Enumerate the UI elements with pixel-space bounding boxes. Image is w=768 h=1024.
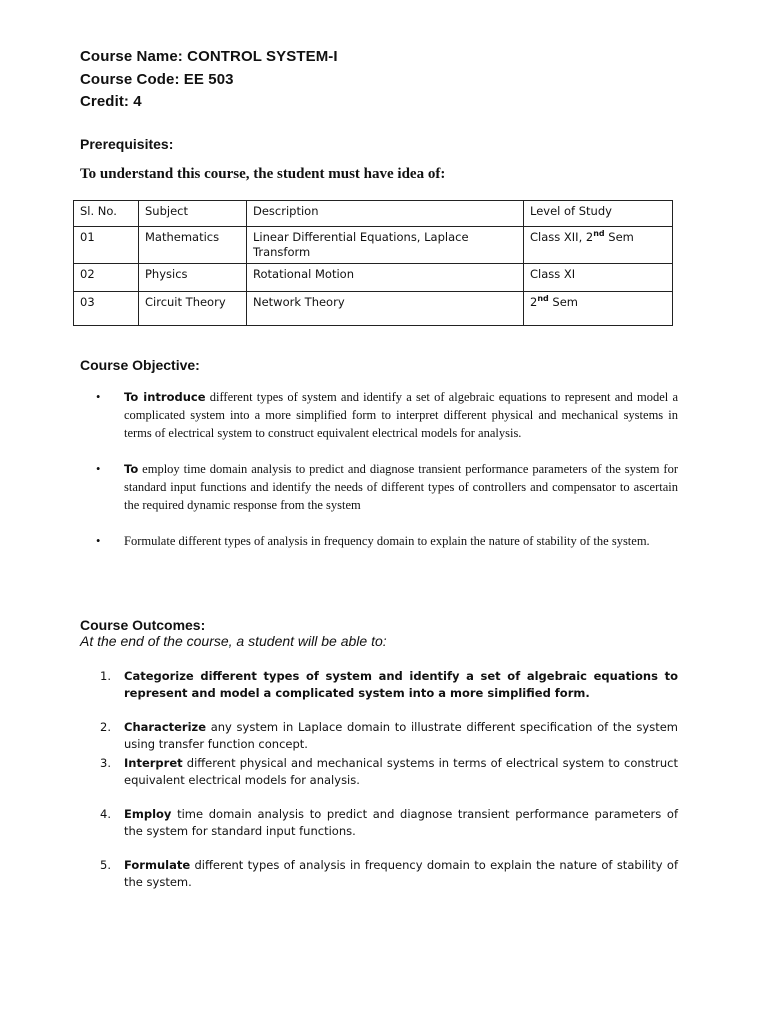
objective-text: employ time domain analysis to predict and diagnose transient performance parameters of the system for standard input functions and identify the needs of different types of controllers and compensator to ascertain the required dynamic response from the system [124,462,678,512]
level-superscript: nd [537,294,549,304]
list-item [100,719,678,753]
column-header: Description [247,201,524,227]
item-number: 5. [100,858,111,872]
cell-sl-no: 03 [74,292,139,326]
bullet-icon: • [96,390,101,404]
bullet-icon: • [96,534,101,548]
table-row [74,292,673,326]
list-item [100,857,678,891]
course-code: Course Code: EE 503 [80,71,234,88]
level-text: Class XII, 2 [530,230,594,244]
column-header: Subject [139,201,247,227]
cell-description: Network Theory [247,292,524,326]
outcome-lead: Formulate [124,858,191,872]
objective-lead: To [124,462,139,476]
cell-description: Linear Differential Equations, Laplace Transform [247,227,524,264]
objective-list [96,388,678,568]
outcome-text: different physical and mechanical systems in terms of electrical system to construct equivalent electrical models for analysis. [124,756,678,787]
list-item [96,460,678,514]
level-suffix: Sem [604,230,634,244]
cell-description: Rotational Motion [247,264,524,292]
course-name: Course Name: CONTROL SYSTEM-I [80,48,338,65]
outcome-lead: Characterize [124,720,207,734]
prerequisites-intro: To understand this course, the student must have idea of: [80,166,446,182]
list-item [100,755,678,789]
outcome-text: different types of analysis in frequency domain to explain the nature of stability of the system. [124,858,678,889]
outcomes-title: Course Outcomes: [80,617,206,633]
outcome-text: any system in Laplace domain to illustrate different specification of the system using transfer function concept. [124,720,678,751]
item-number: 4. [100,807,111,821]
column-header: Sl. No. [74,201,139,227]
objective-text: different types of system and identify a set of algebraic equations to represent and model a complicated system into a more simplified form to interpret different physical and mechanical systems in terms of electrical system to construct equivalent electrical models for analysis. [124,390,678,440]
objective-title: Course Objective: [80,357,200,373]
level-superscript: nd [593,229,605,239]
prerequisites-title: Prerequisites: [80,136,174,152]
level-text: Class XI [530,267,576,281]
item-number: 1. [100,669,111,683]
cell-sl-no: 01 [74,227,139,264]
prerequisites-table [73,200,673,326]
table-row [74,264,673,292]
outcome-lead: Employ [124,807,172,821]
column-header: Level of Study [524,201,673,227]
bullet-icon: • [96,462,101,476]
cell-level [524,292,673,326]
level-text: 2 [530,295,538,309]
objective-lead: To introduce [124,390,206,404]
table-row [74,227,673,264]
list-item [100,668,678,702]
cell-subject: Circuit Theory [139,292,247,326]
objective-text: Formulate different types of analysis in frequency domain to explain the nature of stability of the system. [124,534,650,548]
course-credit: Credit: 4 [80,93,142,110]
item-number: 3. [100,756,111,770]
level-suffix: Sem [548,295,578,309]
cell-level [524,227,673,264]
outcomes-subtitle: At the end of the course, a student will be able to: [80,633,387,649]
outcome-text: time domain analysis to predict and diagnose transient performance parameters of the system for standard input functions. [124,807,678,838]
table-header-row [74,201,673,227]
outcome-lead: Interpret [124,756,183,770]
list-item [100,806,678,840]
cell-sl-no: 02 [74,264,139,292]
list-item [96,388,678,442]
cell-subject: Physics [139,264,247,292]
cell-level [524,264,673,292]
cell-subject: Mathematics [139,227,247,264]
list-item [96,532,678,550]
item-number: 2. [100,720,111,734]
outcome-lead: Categorize different types of system and identify a set of algebraic equations to represent and model a complicated system into a more simplified form. [124,669,678,700]
outcomes-list [100,668,678,891]
